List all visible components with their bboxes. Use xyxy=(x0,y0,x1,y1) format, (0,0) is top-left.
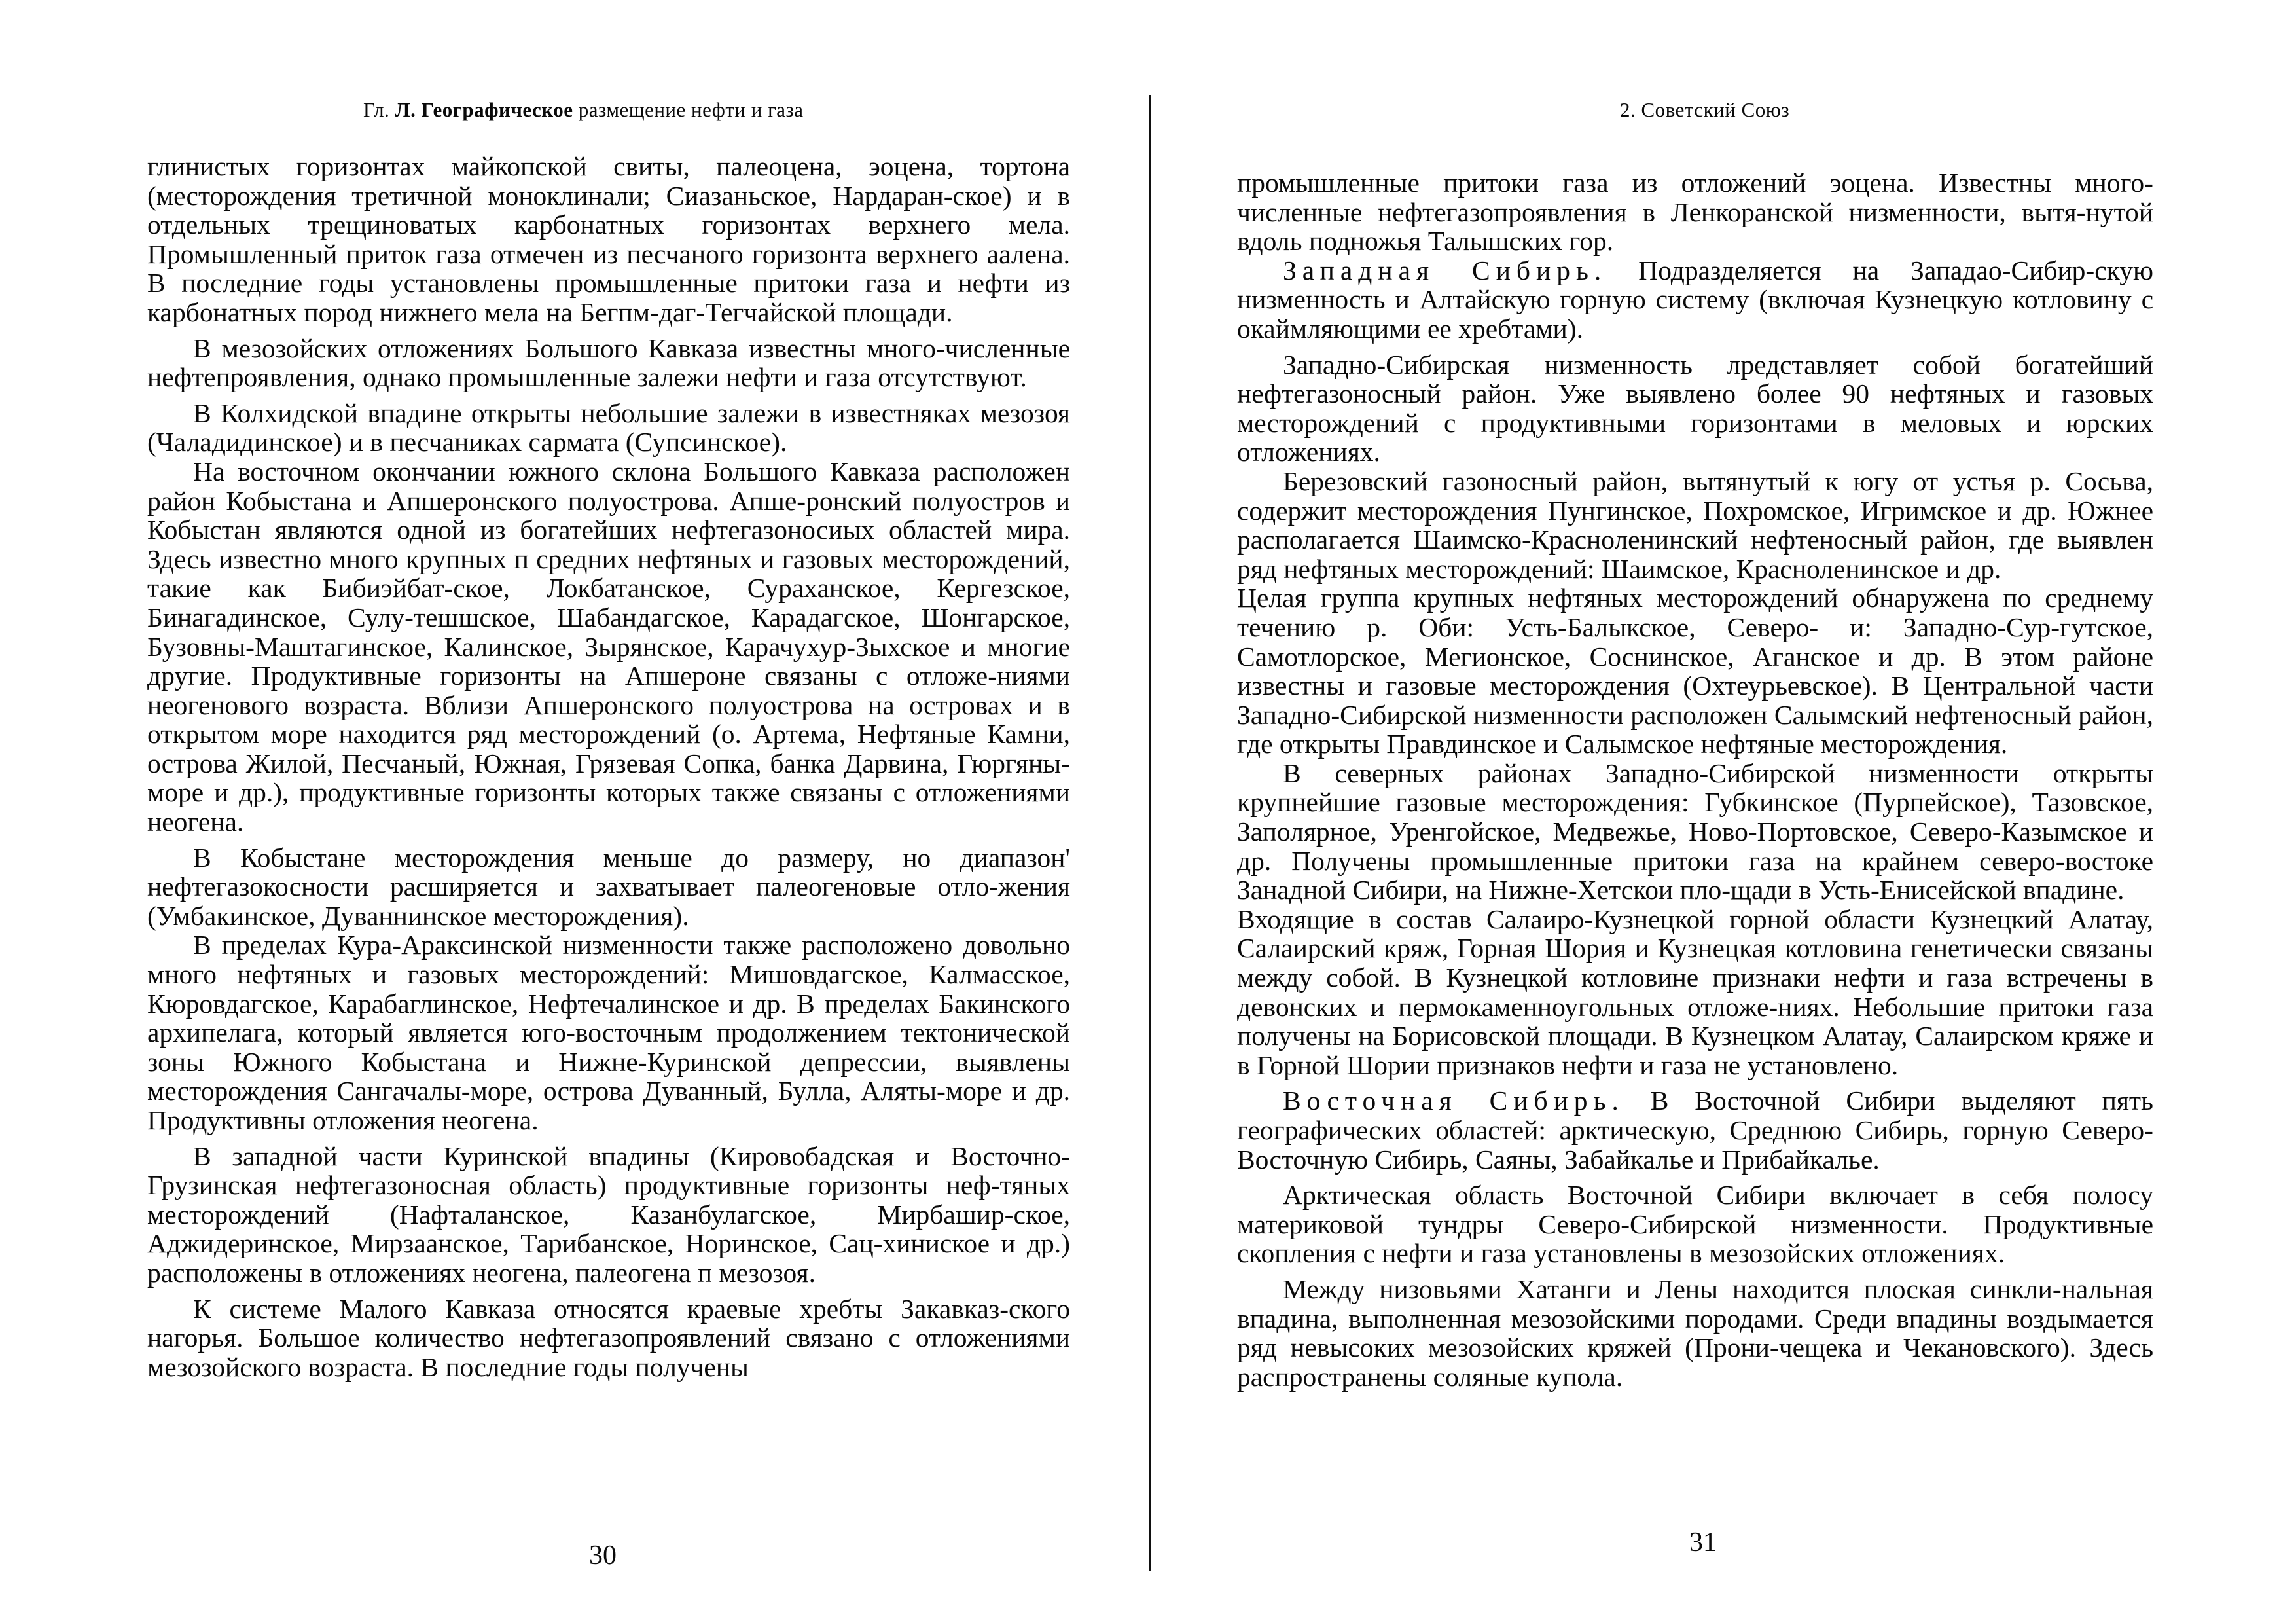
paragraph: В северных районах Западно-Сибирской низменности открыты крупнейшие газовые месторождения: Губкинское (Пурпейское), Тазовское, Заполярное, Уренгойское, Медвежье, Ново-Портовское, Северо-Казымское и др. Получены промышленные притоки газа на крайнем северо-востоке Занадной Сибири, на Нижне-Хетскои пло-щади в Усть-Енисейской впадине. xyxy=(1237,757,2153,905)
paragraph: Восточная Сибирь. В Восточной Сибири выделяют пять географических областей: арктическую, Среднюю Сибирь, горную Северо-Восточную Сибирь, Саяны, Забайкалье и Прибайкалье. xyxy=(1237,1085,2153,1175)
page-divider xyxy=(1149,95,1151,1571)
paragraph: Входящие в состав Салаиро-Кузнецкой горной области Кузнецкий Алатау, Салаирский кряж, Горная Шория и Кузнецкая котловина генетически связаны между собой. В Кузнецкой котловине признаки нефти и газа встречены в девонских и пермокаменноугольных отложе-ниях. Небольшие притоки газа получены на Борисовской площади. В Кузнецком Алатау, Салаирском кряже и в Горной Шории признаков нефти и газа не установлено. xyxy=(1237,903,2153,1080)
paragraph: В пределах Кура-Араксинской низменности также расположено довольно много нефтяных и газовых месторождений: Мишовдагское, Калмасское, Кюровдагское, Карабаглинское, Нефтечалинское и др. В пределах Бакинского архипелага, который является юго-восточным продолжением тектонической зоны Южного Кобыстана и Нижне-Куринской депрессии, выявлены месторождения Сангачалы-море, острова Дуванный, Булла, Аляты-море и др. Продуктивны отложения неогена. xyxy=(147,930,1070,1135)
left-header-title: размещение нефти и газа xyxy=(578,98,804,121)
paragraph: Между низовьями Хатанги и Лены находится плоская синкли-нальная впадина, выполненная мезозойскими породами. Среди впадины воздымается ряд невысоких мезозойских кряжей (Прони-чещека и Чекановского). Здесь распространены соляные купола. xyxy=(1237,1273,2153,1392)
paragraph: В западной части Куринской впадины (Кировобадская и Восточно-Грузинская нефтегазоносная область) продуктивные горизонты неф-тяных месторождений (Нафталанское, Казанбулагское, Мирбашир-ское, Аджидеринское, Мирзаанское, Тарибанское, Норинское, Сац-хиниское и др.) расположены в отложениях неогена, палеогена п мезозоя. xyxy=(147,1140,1070,1288)
paragraph: В Кобыстане месторождения меньше до размеру, но диапазон' нефтегазокосности расширяется и захватывает палеогеновые отло-жения (Умбакинское, Дуваннинское месторождения). xyxy=(147,842,1070,931)
paragraph: промышленные притоки газа из отложений эоцена. Известны много-численные нефтегазопроявления в Ленкоранской низменности, вытя-нутой вдоль подножья Талышских гор. xyxy=(1237,168,2153,257)
paragraph: Западно-Сибирская низменность лредставляет собой богатейший нефтегазоносный район. Уже выявлено более 90 нефтяных и газовых месторождений с продуктивными горизонтами в меловых и юрских отложениях. xyxy=(1237,349,2153,467)
page-number-left: 30 xyxy=(589,1541,617,1571)
page-number-right: 31 xyxy=(1689,1527,1717,1558)
left-body-text xyxy=(147,152,1070,1381)
section-heading-west-siberia: Западная Сибирь. xyxy=(1283,255,1607,285)
paragraph: Западная Сибирь. Подразделяется на Западао-Сибир-скую низменность и Алтайскую горную систему (включая Кузнецкую котловину с окаймляющими ее хребтами). xyxy=(1237,255,2153,344)
paragraph: К системе Малого Кавказа относятся краевые хребты Закавказ-ского нагорья. Большое количество нефтегазопроявлений связано с отложениями мезозойского возраста. В последние годы получены xyxy=(147,1293,1070,1382)
paragraph: В мезозойских отложениях Большого Кавказа известны много-численные нефтепроявления, однако промышленные залежи нефти и газа отсутствуют. xyxy=(147,333,1070,393)
paragraph: Целая группа крупных нефтяных месторождений обнаружена по среднему течению р. Оби: Усть-Балыкское, Северо- и: Западно-Сур-гутское, Самотлорское, Мегионское, Соснинское, Аганское и др. В этом районе известны и газовые месторождения (Охтеурьевское). В Центральной части Западно-Сибирской низменности расположен Салымский нефтеносный район, где открыты Правдинское и Салымское нефтяные месторождения. xyxy=(1237,583,2153,759)
paragraph: В Колхидской впадине открыты небольшие залежи в известняках мезозоя (Чаладидинское) и в песчаниках сармата (Супсинское). xyxy=(147,397,1070,458)
right-body-text xyxy=(1237,168,2153,1391)
right-running-head xyxy=(1620,98,1895,122)
paragraph: На восточном окончании южного склона Большого Кавказа расположен район Кобыстана и Апшеронского полуострова. Апше-ронский полуостров и Кобыстан являются одной из богатейших нефтегазоносиых областей мира. Здесь известно много крупных п средних нефтяных и газовых месторождений, такие как Бибиэйбат-ское, Локбатанское, Сураханское, Кергезское, Бинагадинское, Сулу-тешшское, Шабандагское, Карадагское, Шонгарское, Бузовны-Маштагинское, Калинское, Зырянское, Карачухур-Зыхское и многие другие. Продуктивные горизонты на Апшероне связаны с отложе-ниями неогенового возраста. Вблизи Апшеронского полуострова на островах и в открытом море находится ряд месторождений (о. Артема, Нефтяные Камни, острова Жилой, Песчаный, Южная, Грязевая Сопка, банка Дарвина, Гюргяны-море и др.), продуктивные горизонты которых также связаны с отложениями неогена. xyxy=(147,456,1070,837)
paragraph: Арктическая область Восточной Сибири включает в себя полосу материковой тундры Северо-Сибирской низменности. Продуктивные скопления с нефти и газа установлены в мезозойских отложениях. xyxy=(1237,1180,2153,1269)
section-heading-east-siberia: Восточная Сибирь. xyxy=(1283,1085,1624,1116)
paragraph: Березовский газоносный район, вытянутый к югу от устья р. Сосьва, содержит месторождения Пунгинское, Похромское, Игримское и др. Южнее располагается Шаимско-Красноленинский нефтеносный район, где выявлен ряд нефтяных месторождений: Шаимское, Красноленинское и др. xyxy=(1237,465,2153,584)
right-header-title: 2. Советский Союз xyxy=(1620,98,1790,121)
left-running-head xyxy=(363,98,906,122)
left-header-prefix: Гл. xyxy=(363,98,390,121)
paragraph: глинистых горизонтах майкопской свиты, палеоцена, эоцена, тортона (месторождения третичной моноклинали; Сиазаньское, Нардаран-ское) и в отдельных трещиноватых карбонатных горизонтах верхнего мела. Промышленный приток газа отмечен из песчаного горизонта верхнего аалена. В последние годы установлены промышленные притоки газа и нефти из карбонатных пород нижнего мела на Бегпм-даг-Тегчайской площади. xyxy=(147,151,1070,327)
left-header-chapter: Л. Географическое xyxy=(395,98,573,121)
